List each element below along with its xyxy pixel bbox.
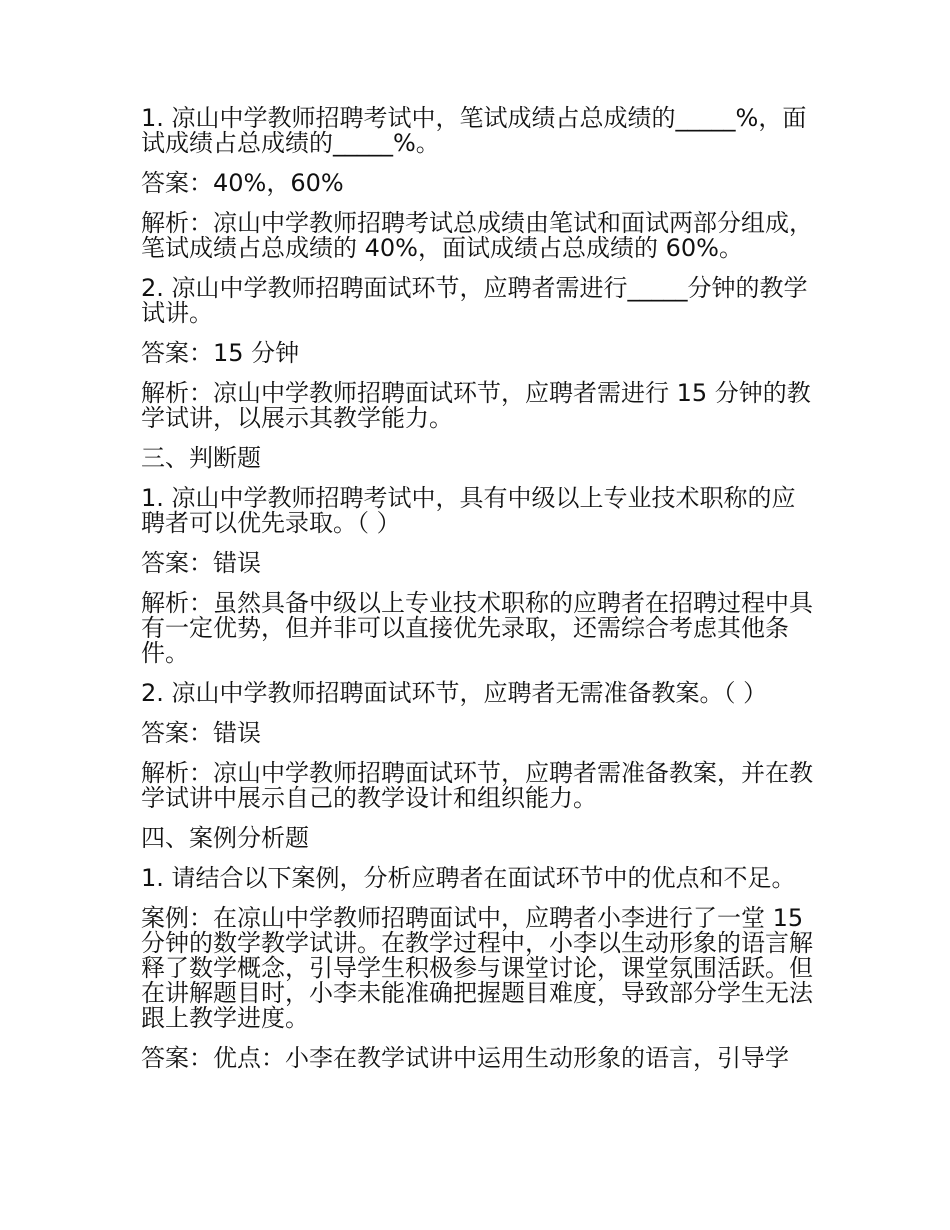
judgment-analysis-1: 解析：虽然具备中级以上专业技术职称的应聘者在招聘过程中具有一定优势，但并非可以直接优先录取，还需综合考虑其他条件。: [141, 589, 813, 667]
fill-answer-2: 答案：15 分钟: [141, 339, 300, 367]
fill-question-2: 2. 凉山中学教师招聘面试环节，应聘者需进行_____分钟的教学试讲。: [141, 274, 808, 327]
fill-analysis-1: 解析：凉山中学教师招聘考试总成绩由笔试和面试两部分组成，笔试成绩占总成绩的 40%，面试成绩占总成绩的 60%。: [141, 209, 813, 262]
case-answer: 答案：优点：小李在教学试讲中运用生动形象的语言，引导学: [141, 1044, 789, 1072]
section-heading-case-analysis: 四、案例分析题: [141, 824, 309, 852]
judgment-answer-2: 答案：错误: [141, 719, 261, 747]
document-page: [141, 106, 813, 1086]
judgment-analysis-2: 解析：凉山中学教师招聘面试环节，应聘者需准备教案，并在教学试讲中展示自己的教学设计和组织能力。: [141, 759, 813, 812]
fill-answer-1: 答案：40%，60%: [141, 169, 344, 197]
fill-analysis-2: 解析：凉山中学教师招聘面试环节，应聘者需进行 15 分钟的教学试讲，以展示其教学能力。: [141, 379, 811, 432]
section-heading-judgment: 三、判断题: [141, 444, 261, 472]
judgment-question-1: 1. 凉山中学教师招聘考试中，具有中级以上专业技术职称的应聘者可以优先录取。（ ）: [141, 484, 796, 537]
case-question-1: 1. 请结合以下案例，分析应聘者在面试环节中的优点和不足。: [141, 864, 796, 892]
judgment-answer-1: 答案：错误: [141, 549, 261, 577]
fill-question-1: 1. 凉山中学教师招聘考试中，笔试成绩占总成绩的_____%，面试成绩占总成绩的_____%。: [141, 104, 807, 157]
case-description: 案例：在凉山中学教师招聘面试中，应聘者小李进行了一堂 15 分钟的数学教学试讲。在教学过程中，小李以生动形象的语言解释了数学概念，引导学生积极参与课堂讨论，课堂氛围活跃。但在讲解题目时，小李未能准确把握题目难度，导致部分学生无法跟上教学进度。: [141, 904, 813, 1032]
judgment-question-2: 2. 凉山中学教师招聘面试环节，应聘者无需准备教案。（ ）: [141, 679, 768, 707]
